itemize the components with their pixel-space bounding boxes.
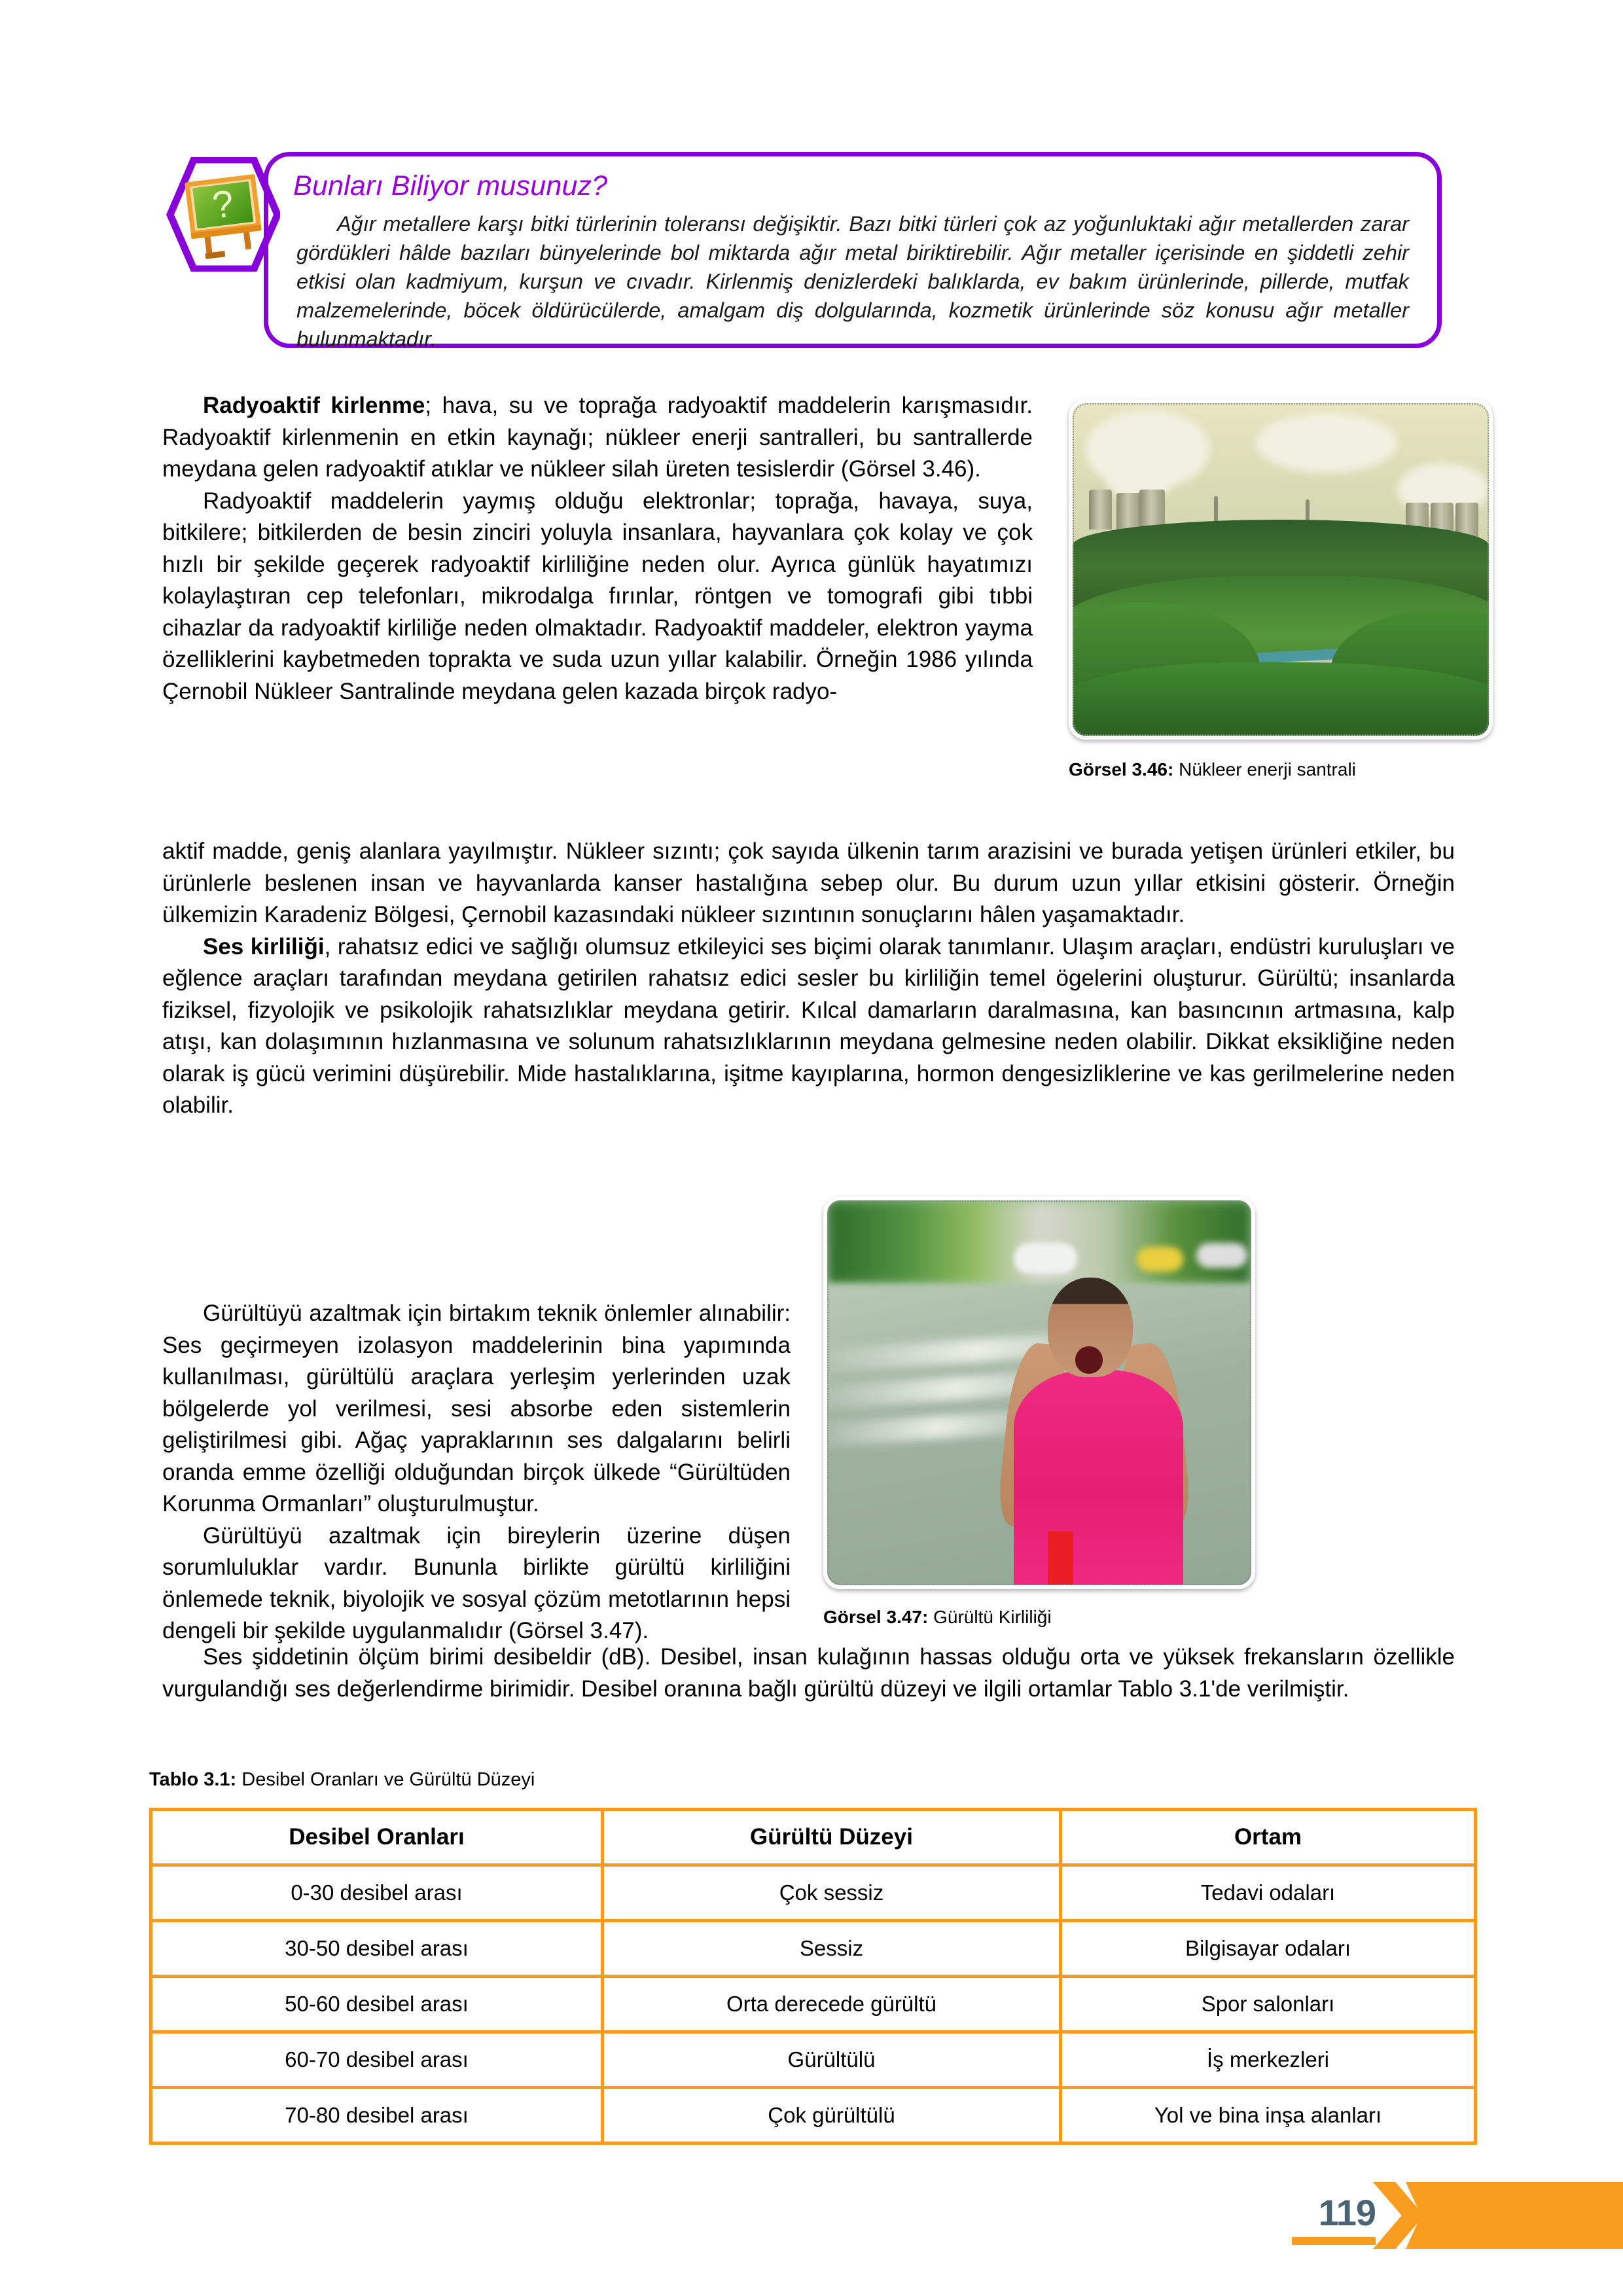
figure-label-3-47: Görsel 3.47:: [823, 1607, 929, 1627]
table-row: [151, 1977, 1476, 2032]
paragraph-block-noise: [162, 836, 1455, 1122]
paragraph-block-decibel: [162, 1641, 1455, 1705]
table-row: [151, 2088, 1476, 2144]
did-you-know-paragraph: Ağır metallere karşı bitki türlerinin toleransı değişiktir. Bazı bitki türleri çok az yoğunluktaki ağır metallerden zarar gördükleri hâlde bazıları bünyelerinde bol miktarda ağır metal biriktirebilir. Ağır metaller içerisinde en şiddetli zehir etkisi olan kadmiyum, kurşun ve cıvadır. Kirlenmiş denizlerdeki balıklarda, ev bakım ürünlerinde, pillerde, mutfak malzemelerinde, böcek öldürücülerde, amalgam diş dolgularında, kozmetik ürünlerinde söz konusu ağır metaller bulunmaktadır.: [296, 212, 1409, 351]
table-cell: Sessiz: [603, 1921, 1061, 1977]
table-cell: İş merkezleri: [1061, 2032, 1476, 2088]
table-cell: 50-60 desibel arası: [151, 1977, 603, 2032]
figure-caption-3-46: [1069, 759, 1356, 780]
figure-text-3-46: Nükleer enerji santrali: [1179, 759, 1356, 780]
decibel-table: [149, 1808, 1477, 2145]
paragraph-3: , rahatsız edici ve sağlığı olumsuz etkileyici ses biçimi olarak tanımlanır. Ulaşım araçları, endüstri kuruluşları ve eğlence araçları tarafından meydana getirilen rahatsız edici sesler bu kirliliğin temel ögelerini oluşturur. Gürültü; insanlarda fiziksel, fizyolojik ve psikolojik rahatsızlıklar meydana getirir. Kılcal damarların daralmasına, kan basıncının artmasına, kalp atışı, kan dolaşımının hızlanmasına ve solunum rahatsızlıklarının meydana gelmesine neden olabilir. Dikkat eksikliğine neden olarak iş gücü verimini düşürebilir. Mide hastalıklarına, işitme kayıplarına, hormon dengesizliklerine ve kas gerilmelerine neden olabilir.: [162, 933, 1455, 1118]
page-number: 119: [1318, 2192, 1376, 2233]
figure-text-3-47: Gürültü Kirliliği: [933, 1607, 1052, 1627]
table-cell: 30-50 desibel arası: [151, 1921, 603, 1977]
paragraph-2-continued: aktif madde, geniş alanlara yayılmıştır. Nükleer sızıntı; çok sayıda ülkenin tarım arazisini ve burada yetişen ürünleri etkiler, bu ürünlerle beslenen insan ve hayvanlarda kanser hastalığına sebep olur. Bu durum uzun yıllar etkisini gösterir. Örneğin ülkemizin Karadeniz Bölgesi, Çernobil kazasındaki nükleer sızıntının sonuçlarını hâlen yaşamaktadır.: [162, 838, 1455, 927]
paragraph-2: Radyoaktif maddelerin yaymış olduğu elektronlar; toprağa, havaya, suya, bitkilere; bitkilerden de besin zinciri yoluyla insanlara, hayvanlara çok kolay ve çok hızlı bir şekilde geçerek radyoaktif kirliliğine neden olur. Ayrıca günlük hayatımızı kolaylaştıran cep telefonları, mikrodalga fırınlar, röntgen ve tomografi gibi tıbbi cihazlar da radyoaktif kirliliğe neden olmaktadır. Radyoaktif maddeler, elektron yayma özelliklerini kaybetmeden toprakta ve suda uzun yıllar kalabilir. Örneğin 1986 yılında Çernobil Nükleer Santralinde meydana gelen kazada birçok radyo-: [162, 488, 1033, 704]
table-header-cell: Gürültü Düzeyi: [603, 1810, 1061, 1865]
paragraph-block-radioactive: [162, 390, 1033, 708]
table-header-cell: Desibel Oranları: [151, 1810, 603, 1865]
did-you-know-box: [162, 152, 1452, 356]
table-cell: Çok sessiz: [603, 1865, 1061, 1921]
table-cell: Orta derecede gürültü: [603, 1977, 1061, 2032]
table-header-cell: Ortam: [1061, 1810, 1476, 1865]
figure-label-3-46: Görsel 3.46:: [1069, 759, 1174, 780]
table-cell: Tedavi odaları: [1061, 1865, 1476, 1921]
paragraph-1: ; hava, su ve toprağa radyoaktif maddelerin karışmasıdır. Radyoaktif kirlenmenin en etkin kaynağı; nükleer enerji santralleri, bu santrallerde meydana gelen radyoaktif atıklar ve nükleer silah üreten tesislerdir (Görsel 3.46).: [162, 393, 1033, 482]
svg-text:?: ?: [209, 182, 236, 227]
table-header-row: [151, 1810, 1476, 1865]
table-row: [151, 1921, 1476, 1977]
figure-nuclear-power-plant: [1069, 399, 1493, 740]
table-cell: Gürültülü: [603, 2032, 1061, 2088]
page-footer: [1276, 2182, 1623, 2249]
table-cell: Spor salonları: [1061, 1977, 1476, 2032]
table-cell: Bilgisayar odaları: [1061, 1921, 1476, 1977]
paragraph-6: Ses şiddetinin ölçüm birimi desibeldir (dB). Desibel, insan kulağının hassas olduğu orta ve yüksek frekansların özellikle vurgulandığı ses değerlendirme birimidir. Desibel oranına bağlı gürültü düzeyi ve ilgili ortamlar Tablo 3.1'de verilmiştir.: [162, 1644, 1455, 1702]
paragraph-4: Gürültüyü azaltmak için birtakım teknik önlemler alınabilir: Ses geçirmeyen izolasyon maddelerinin bina yapımında kullanılması, gürültülü araçlara yerleşim yerlerinden uzak bölgelerde yol verilmesi, sesi absorbe eden sistemlerin geliştirilmesi gibi. Ağaç yapraklarının ses dalgalarını belirli oranda emme özelliği olduğundan birçok ülkede “Gürültüden Korunma Ormanları” oluşturulmuştur.: [162, 1300, 791, 1516]
table-caption: [149, 1769, 535, 1791]
table-row: [151, 2032, 1476, 2088]
table-cell: Çok gürültülü: [603, 2088, 1061, 2144]
page-number-underline: [1292, 2237, 1376, 2245]
table-caption-text: Desibel Oranları ve Gürültü Düzeyi: [241, 1769, 535, 1790]
term-ses-kirliligi: Ses kirliliği: [203, 933, 325, 960]
figure-noise-pollution: [823, 1196, 1255, 1589]
table-cell: 60-70 desibel arası: [151, 2032, 603, 2088]
term-radyoaktif-kirlenme: Radyoaktif kirlenme: [203, 393, 425, 418]
table-cell: 0-30 desibel arası: [151, 1865, 603, 1921]
table-row: [151, 1865, 1476, 1921]
table-cell: Yol ve bina inşa alanları: [1061, 2088, 1476, 2144]
did-you-know-text: [296, 209, 1409, 353]
figure-caption-3-47: [823, 1607, 1052, 1628]
paragraph-block-noise-reduction: [162, 1298, 791, 1647]
table-cell: 70-80 desibel arası: [151, 2088, 603, 2144]
paragraph-5: Gürültüyü azaltmak için bireylerin üzerine düşen sorumluluklar vardır. Bununla birlikte gürültü kirliliğini önlemede teknik, biyolojik ve sosyal çözüm metotlarının hepsi dengeli bir şekilde uygulanmalıdır (Görsel 3.47).: [162, 1522, 791, 1643]
did-you-know-title: Bunları Biliyor musunuz?: [293, 170, 608, 202]
footer-bar: [1406, 2182, 1623, 2249]
table-label: Tablo 3.1:: [149, 1769, 237, 1790]
chalkboard-question-icon: [162, 157, 280, 272]
